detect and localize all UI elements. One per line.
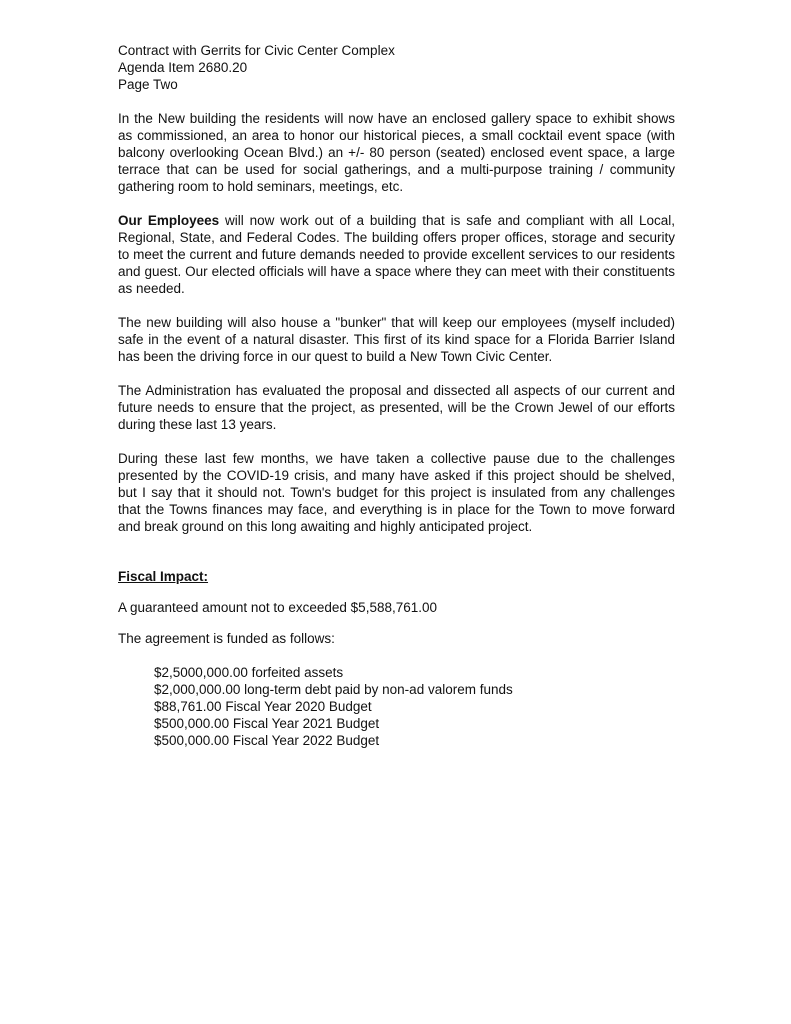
fiscal-impact-heading: Fiscal Impact:: [118, 569, 209, 584]
document-header: [118, 42, 675, 93]
header-page-number-line: Page Two: [118, 77, 178, 92]
funding-item-fy2022-budget: $500,000.00 Fiscal Year 2022 Budget: [154, 733, 380, 748]
funding-item-long-term-debt: $2,000,000.00 long-term debt paid by non-ad valorem funds: [154, 682, 513, 697]
paragraph-administration: The Administration has evaluated the proposal and dissected all aspects of our current and future needs to ensure that the project, as presented, will be the Crown Jewel of our efforts during these last 13 years.: [118, 383, 675, 432]
header-agenda-item-line: Agenda Item 2680.20: [118, 60, 248, 75]
document-content: [118, 42, 675, 749]
paragraph-employees-bold-lead: Our Employees: [118, 213, 220, 228]
paragraph-new-building: In the New building the residents will now have an enclosed gallery space to exhibit shows as commissioned, an area to honor our historical pieces, a small cocktail event space (with balcony overlooking Ocean Blvd.) an +/- 80 person (seated) enclosed event space, a large terrace that can be used for social gatherings, and a multi-purpose training / community gathering room to hold seminars, meetings, etc.: [118, 111, 675, 194]
funding-item-fy2020-budget: $88,761.00 Fiscal Year 2020 Budget: [154, 699, 372, 714]
header-title-line: Contract with Gerrits for Civic Center Complex: [118, 43, 395, 58]
funding-list: [154, 664, 675, 749]
paragraph-bunker: The new building will also house a "bunker" that will keep our employees (myself included) safe in the event of a natural disaster. This first of its kind space for a Florida Barrier Island has been the driving force in our quest to build a New Town Civic Center.: [118, 315, 675, 364]
funding-item-forfeited-assets: $2,5000,000.00 forfeited assets: [154, 665, 344, 680]
funding-intro-line: The agreement is funded as follows:: [118, 631, 335, 646]
funding-item-fy2021-budget: $500,000.00 Fiscal Year 2021 Budget: [154, 716, 380, 731]
paragraph-employees: [118, 212, 675, 297]
guaranteed-amount-line: A guaranteed amount not to exceeded $5,588,761.00: [118, 600, 438, 615]
paragraph-employees-rest: will now work out of a building that is safe and compliant with all Local, Regional, State, and Federal Codes. The building offers proper offices, storage and security to meet the current and future demands needed to provide excellent services to our residents and guest. Our elected officials will have a space where they can meet with their constituents as needed.: [118, 213, 675, 296]
paragraph-covid: During these last few months, we have taken a collective pause due to the challenges presented by the COVID-19 crisis, and many have asked if this project should be shelved, but I say that it should not. Town's budget for this project is insulated from any challenges that the Towns finances may face, and everything is in place for the Town to move forward and break ground on this long awaiting and highly anticipated project.: [118, 451, 675, 534]
